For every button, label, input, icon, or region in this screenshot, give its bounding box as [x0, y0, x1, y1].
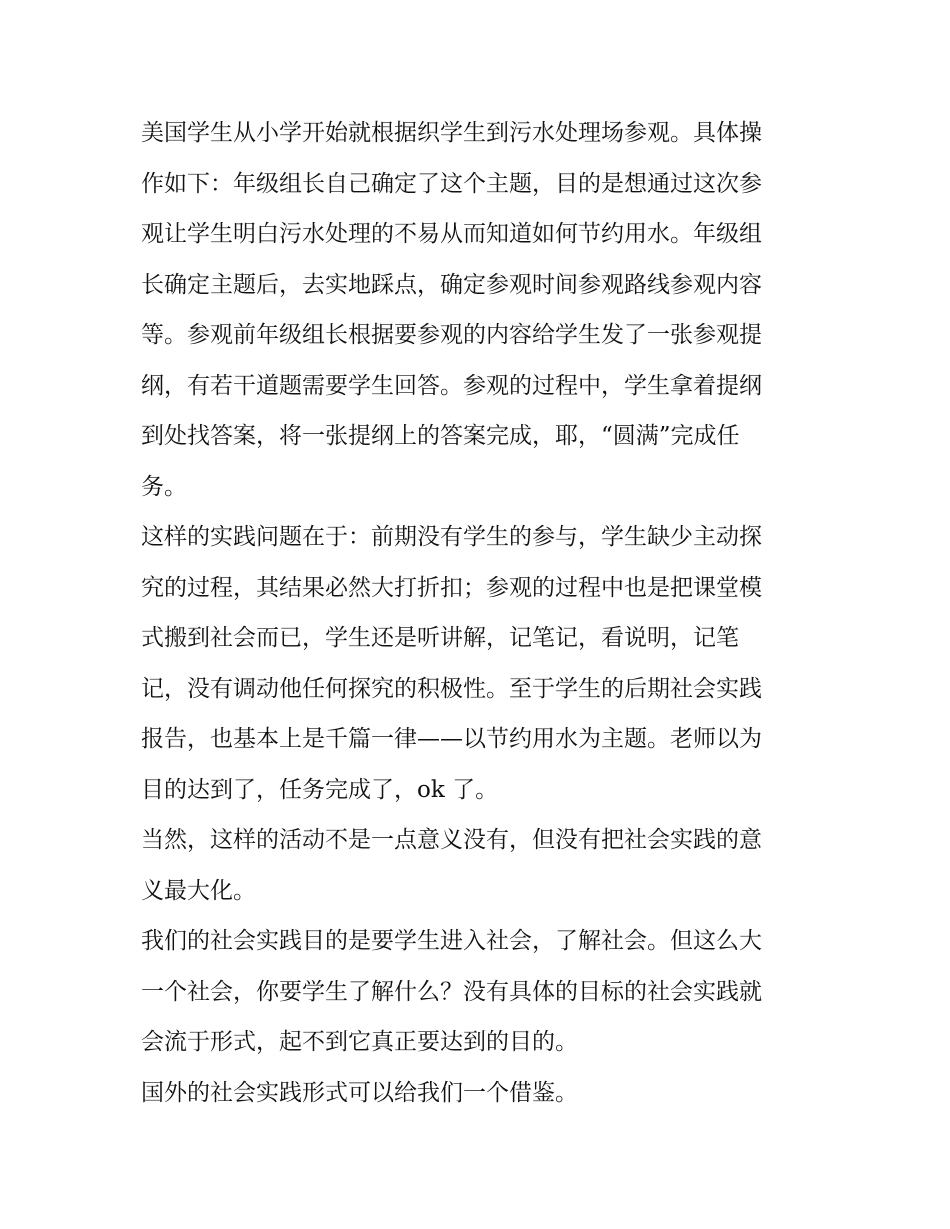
text-line: 纲，有若干道题需要学生回答。参观的过程中，学生拿着提纲 [141, 372, 762, 399]
text-line: 观让学生明白污水处理的不易从而知道如何节约用水。年级组 [141, 221, 762, 247]
text-line: 目的达到了，任务完成了，ok 了。 [141, 776, 499, 803]
text-line: 式搬到社会而已，学生还是听讲解，记笔记，看说明，记笔 [141, 625, 739, 651]
text-line: 会流于形式，起不到它真正要达到的目的。 [141, 1029, 578, 1055]
text-line: 当然，这样的活动不是一点意义没有，但没有把社会实践的意 [141, 827, 762, 853]
text-line: 记，没有调动他任何探究的积极性。至于学生的后期社会实践 [141, 675, 762, 702]
text-line: 长确定主题后，去实地踩点，确定参观时间参观路线参观内容 [141, 271, 762, 298]
text-line: 究的过程，其结果必然大打折扣；参观的过程中也是把课堂模 [141, 574, 762, 601]
document-body [141, 108, 811, 1118]
text-line: 这样的实践问题在于：前期没有学生的参与，学生缺少主动探 [141, 524, 762, 550]
text-line: 义最大化。 [141, 877, 256, 904]
text-line: 报告，也基本上是千篇一律——以节约用水为主题。老师以为 [141, 726, 762, 752]
text-line: 一个社会，你要学生了解什么？没有具体的目标的社会实践就 [141, 978, 762, 1005]
text-line: 到处找答案，将一张提纲上的答案完成，耶，“圆满”完成任 [141, 423, 740, 449]
text-line: 美国学生从小学开始就根据织学生到污水处理场参观。具体操 [141, 120, 762, 146]
text-line: 等。参观前年级组长根据要参观的内容给学生发了一张参观提 [141, 322, 762, 348]
text-line: 务。 [141, 473, 187, 500]
text-line: 国外的社会实践形式可以给我们一个借鉴。 [141, 1079, 578, 1106]
text-line: 作如下：年级组长自己确定了这个主题，目的是想通过这次参 [141, 170, 762, 197]
text-line: 我们的社会实践目的是要学生进入社会，了解社会。但这么大 [141, 928, 762, 954]
